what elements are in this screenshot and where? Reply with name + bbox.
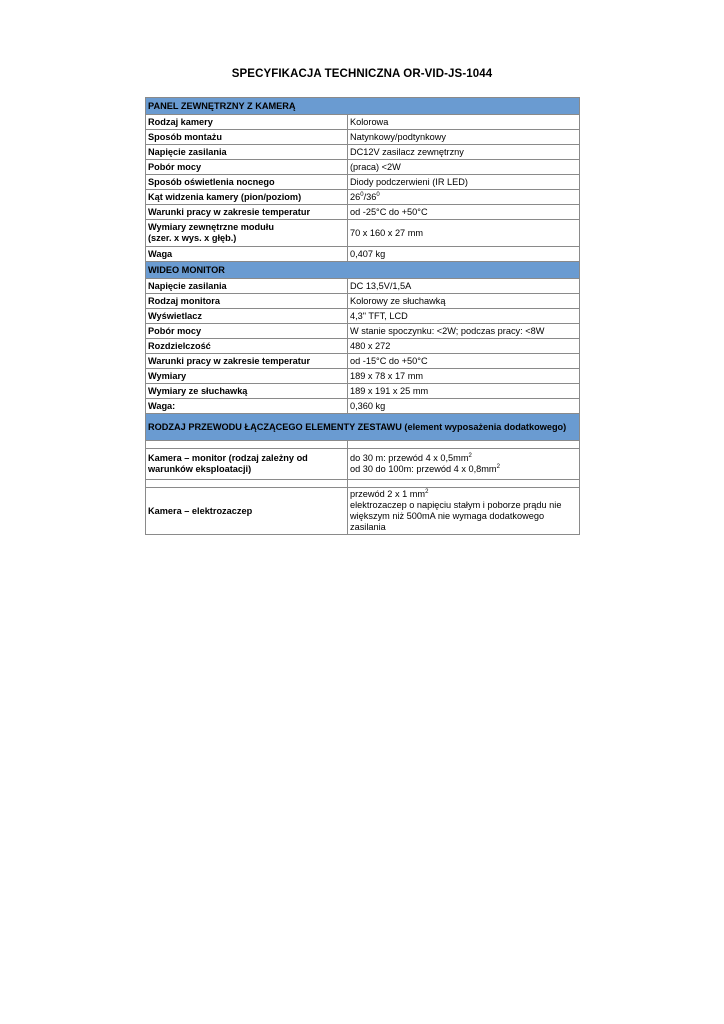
section-header: WIDEO MONITOR xyxy=(146,262,580,279)
row-label: Wymiary ze słuchawką xyxy=(146,384,348,399)
value-part: /36 xyxy=(363,191,377,202)
row-value: 4,3" TFT, LCD xyxy=(348,309,580,324)
value-line: do 30 m: przewód 4 x 0,5mm xyxy=(350,453,469,463)
value-superscript: 2 xyxy=(425,488,429,495)
table-row xyxy=(146,488,580,535)
spacer-row xyxy=(146,480,580,488)
row-label: Kamera – elektrozaczep xyxy=(146,488,348,535)
label-line: (szer. x wys. x głęb.) xyxy=(148,233,237,243)
row-label: Warunki pracy w zakresie temperatur xyxy=(146,205,348,220)
document-title: SPECYFIKACJA TECHNICZNA OR-VID-JS-1044 xyxy=(231,68,493,80)
section-header-row xyxy=(146,414,580,441)
table-row xyxy=(146,384,580,399)
table-row xyxy=(146,160,580,175)
table-row xyxy=(146,220,580,247)
row-value: Diody podczerwieni (IR LED) xyxy=(348,175,580,190)
row-value: Natynkowy/podtynkowy xyxy=(348,130,580,145)
spacer-cell xyxy=(348,441,580,449)
row-label: Napięcie zasilania xyxy=(146,279,348,294)
row-label: Rozdzielczość xyxy=(146,339,348,354)
table-row xyxy=(146,175,580,190)
row-label: Warunki pracy w zakresie temperatur xyxy=(146,354,348,369)
table-row xyxy=(146,309,580,324)
row-value: 0,407 kg xyxy=(348,247,580,262)
table-row xyxy=(146,354,580,369)
row-label: Napięcie zasilania xyxy=(146,145,348,160)
row-value xyxy=(348,488,580,535)
section-header: RODZAJ PRZEWODU ŁĄCZĄCEGO ELEMENTY ZESTAWU (element wyposażenia dodatkowego) xyxy=(146,414,580,441)
row-value: od -25°C do +50°C xyxy=(348,205,580,220)
value-superscript: 2 xyxy=(496,463,500,470)
value-part: 26 xyxy=(350,191,361,202)
spacer-cell xyxy=(348,480,580,488)
row-value: 189 x 191 x 25 mm xyxy=(348,384,580,399)
table-row xyxy=(146,324,580,339)
row-value: 0,360 kg xyxy=(348,399,580,414)
table-row xyxy=(146,205,580,220)
value-superscript: 0 xyxy=(360,191,364,198)
table-row xyxy=(146,115,580,130)
spec-table xyxy=(145,97,580,535)
table-row xyxy=(146,339,580,354)
row-value xyxy=(348,449,580,480)
row-value: DC 13,5V/1,5A xyxy=(348,279,580,294)
row-label: Rodzaj monitora xyxy=(146,294,348,309)
section-header-row xyxy=(146,262,580,279)
row-label: Rodzaj kamery xyxy=(146,115,348,130)
value-line: przewód 2 x 1 mm xyxy=(350,489,426,499)
row-label: Pobór mocy xyxy=(146,160,348,175)
value-superscript: 0 xyxy=(376,191,380,198)
row-value: Kolorowa xyxy=(348,115,580,130)
row-label: Kąt widzenia kamery (pion/poziom) xyxy=(146,190,348,205)
spacer-row xyxy=(146,441,580,449)
row-label xyxy=(146,220,348,247)
table-row xyxy=(146,369,580,384)
row-label: Sposób oświetlenia nocnego xyxy=(146,175,348,190)
row-value: (praca) <2W xyxy=(348,160,580,175)
section-header-row xyxy=(146,98,580,115)
row-label: Wyświetlacz xyxy=(146,309,348,324)
row-label: Pobór mocy xyxy=(146,324,348,339)
row-value: 189 x 78 x 17 mm xyxy=(348,369,580,384)
section-header: PANEL ZEWNĘTRZNY Z KAMERĄ xyxy=(146,98,580,115)
spacer-cell xyxy=(146,441,348,449)
label-line: Wymiary zewnętrzne modułu xyxy=(148,222,274,232)
value-superscript: 2 xyxy=(468,452,472,459)
row-value: Kolorowy ze słuchawką xyxy=(348,294,580,309)
row-value: W stanie spoczynku: <2W; podczas pracy: <8W xyxy=(348,324,580,339)
row-label: Waga xyxy=(146,247,348,262)
row-label: Waga: xyxy=(146,399,348,414)
value-line: elektrozaczep o napięciu stałym i poborze prądu nie większym niż 500mA nie wymaga dodatkowego zasilania xyxy=(350,500,562,532)
row-value xyxy=(348,190,580,205)
row-value: 480 x 272 xyxy=(348,339,580,354)
row-value: od -15°C do +50°C xyxy=(348,354,580,369)
row-label: Wymiary xyxy=(146,369,348,384)
table-row xyxy=(146,399,580,414)
row-label: Kamera – monitor (rodzaj zależny od warunków eksploatacji) xyxy=(146,449,348,480)
table-row xyxy=(146,130,580,145)
table-row xyxy=(146,145,580,160)
table-row xyxy=(146,294,580,309)
table-row xyxy=(146,279,580,294)
table-row xyxy=(146,449,580,480)
value-line: od 30 do 100m: przewód 4 x 0,8mm xyxy=(350,464,497,474)
table-row xyxy=(146,247,580,262)
spacer-cell xyxy=(146,480,348,488)
row-value: DC12V zasilacz zewnętrzny xyxy=(348,145,580,160)
row-label: Sposób montażu xyxy=(146,130,348,145)
table-row xyxy=(146,190,580,205)
row-value: 70 x 160 x 27 mm xyxy=(348,220,580,247)
